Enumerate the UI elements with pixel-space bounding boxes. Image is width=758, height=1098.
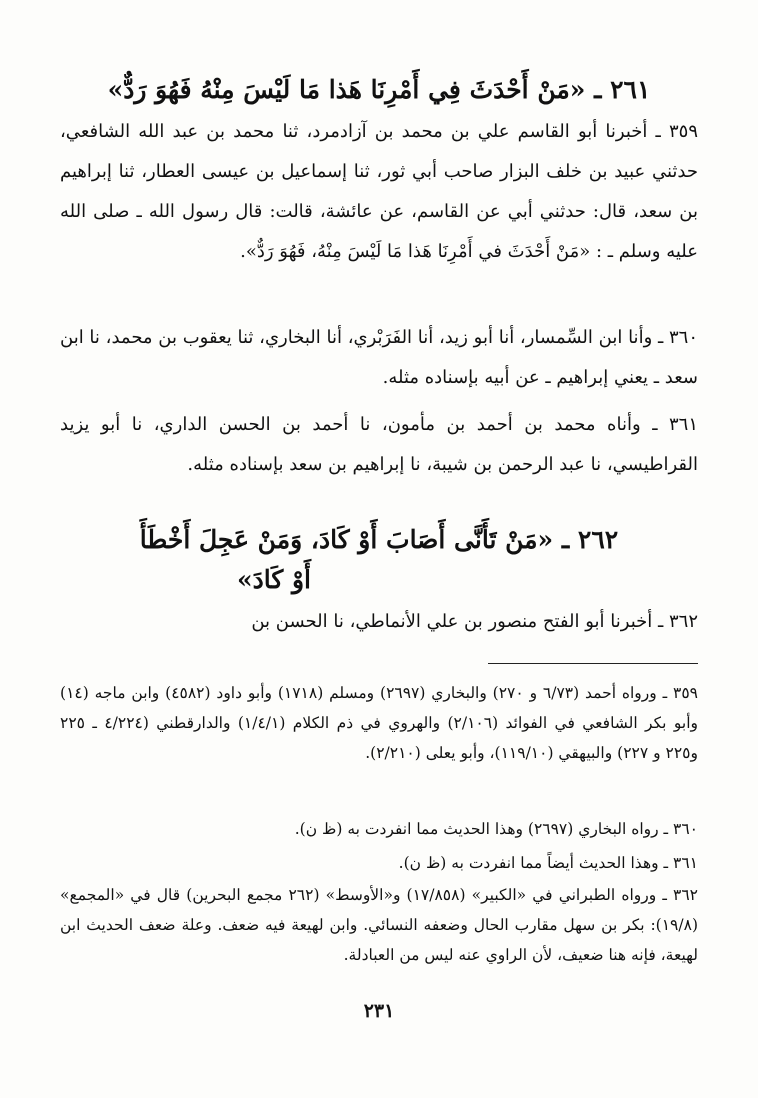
hadith-heading-262-line2: أَوْ كَادَ» <box>237 565 311 594</box>
footnote-359: ٣٥٩ ـ ورواه أحمد (٦/٧٣ و ٢٧٠) والبخاري (٢٦٩٧) ومسلم (١٧١٨) وأبو داود (٤٥٨٢) وابن ماجه (١٤) وأبو بكر الشافعي في الفوائد (٢/١٠٦) والهروي في ذم الكلام (١/٤/١) والدارقطني (٤/٢٢٤ ـ ٢٢٥ و٢٢٥ و ٢٢٧) والبيهقي (١١٩/١٠)، وأبو يعلى (٢/٢١٠). <box>60 684 698 762</box>
footnote-362: ٣٦٢ ـ ورواه الطبراني في «الكبير» (١٧/٨٥٨) و«الأوسط» (٢٦٢ مجمع البحرين) قال في «المجمع» (١٩/٨): بكر بن سهل مقارب الحال وضعفه النسائي. وابن لهيعة فيه ضعف. وعلة ضعف الحديث ابن لهيعة، فإنه هنا ضعيف، لأن الراوي عنه ليس من العبادلة. <box>60 886 698 964</box>
narration-360: ٣٦٠ ـ وأنا ابن السِّمسار، أنا أبو زيد، أنا الفَرَبْري، أنا البخاري، ثنا يعقوب بن محمد، نا ابن سعد ـ يعني إبراهيم ـ عن أبيه بإسناده مثله. <box>60 327 698 388</box>
narration-362: ٣٦٢ ـ أخبرنا أبو الفتح منصور بن علي الأنماطي، نا الحسن بن <box>251 611 698 632</box>
hadith-heading-262-line1: ٢٦٢ ـ «مَنْ تَأَنَّى أَصَابَ أَوْ كَادَ، وَمَنْ عَجِلَ أَخْطَأَ <box>139 525 619 554</box>
footnote-360: ٣٦٠ ـ رواه البخاري (٢٦٩٧) وهذا الحديث مما انفردت به (ظ ن). <box>294 820 698 838</box>
narration-359: ٣٥٩ ـ أخبرنا أبو القاسم علي بن محمد بن آزادمرد، ثنا محمد بن عبد الله الشافعي، حدثني عبيد بن خلف البزار صاحب أبي ثور، ثنا إسماعيل بن عيسى العطار، ثنا إبراهيم بن سعد، قال: حدثني أبي عن القاسم، عن عائشة، قالت: قال رسول الله ـ صلى الله عليه وسلم ـ : «مَنْ أَحْدَثَ في أَمْرِنَا هَذا مَا لَيْسَ مِنْهُ، فَهُوَ رَدٌّ». <box>60 121 698 262</box>
narration-361: ٣٦١ ـ وأناه محمد بن أحمد بن مأمون، نا أحمد بن الحسن الداري، نا أبو يزيد القراطيسي، نا عبد الرحمن بن شيبة، نا إبراهيم بن سعد بإسناده مثله. <box>60 414 698 475</box>
hadith-heading-261: ٢٦١ ـ «مَنْ أَحْدَثَ فِي أَمْرِنَا هَذا مَا لَيْسَ مِنْهُ فَهُوَ رَدٌّ» <box>107 75 651 104</box>
footnote-361: ٣٦١ ـ وهذا الحديث أيضاً مما انفردت به (ظ ن). <box>398 854 698 872</box>
hadith-heading-262 <box>60 520 698 600</box>
page-number: ٢٣١ <box>363 1000 395 1022</box>
footnote-divider <box>488 663 698 664</box>
